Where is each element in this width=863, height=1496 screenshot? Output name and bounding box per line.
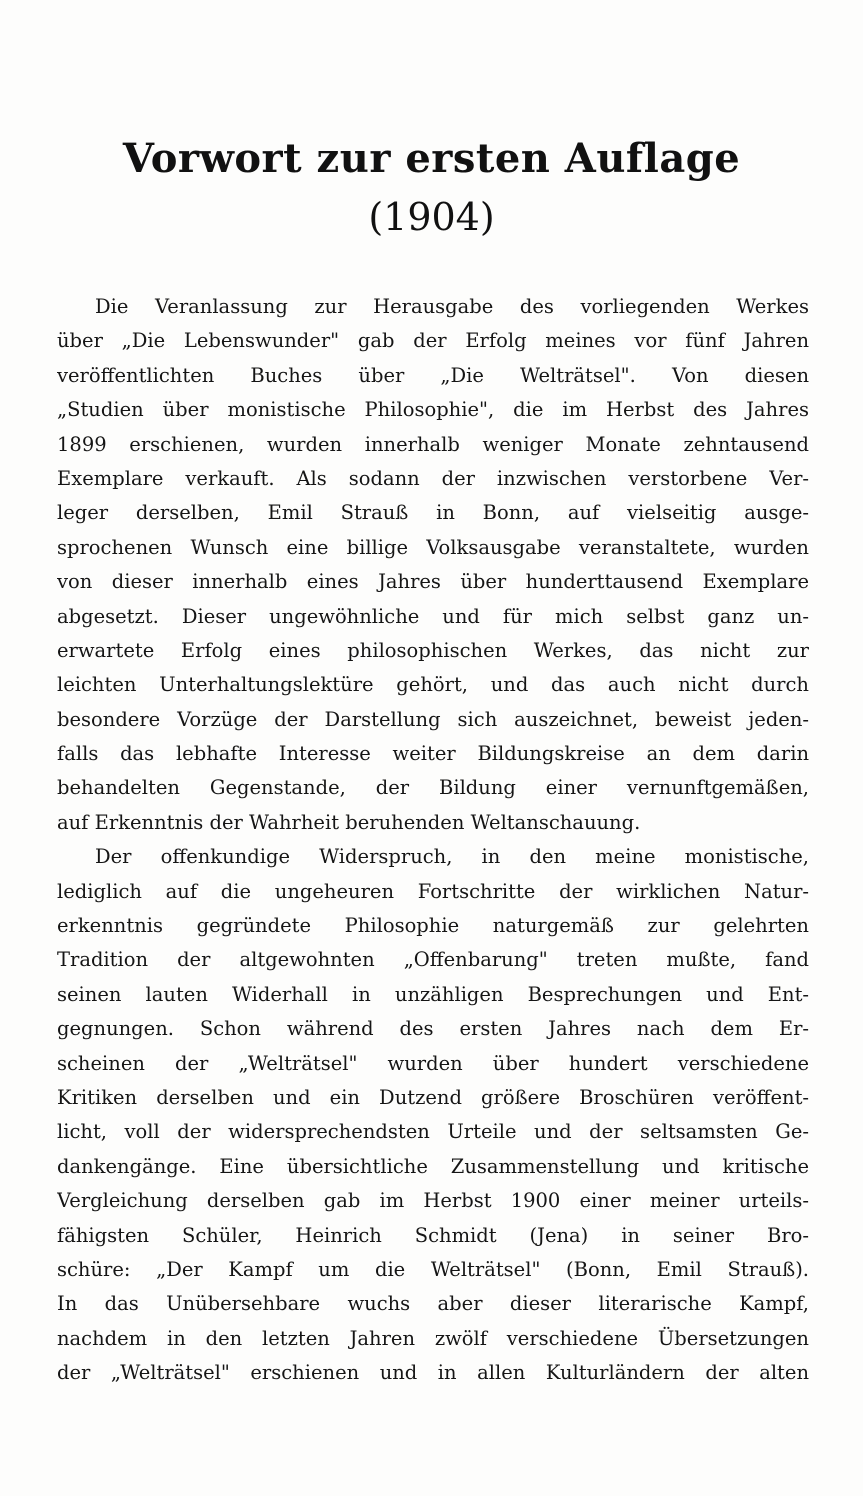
text-line: behandelten Gegenstande, der Bildung einer vernunftgemäßen, [57,776,809,800]
text-line: Exemplare verkauft. Als sodann der inzwischen verstorbene Ver- [57,466,809,490]
text-line: erkenntnis gegründete Philosophie naturgemäß zur gelehrten [57,914,809,938]
chapter-title: Vorwort zur ersten Auflage [122,135,741,182]
text-line: leichten Unterhaltungslektüre gehört, und das auch nicht durch [57,673,809,697]
text-line: Der offenkundige Widerspruch, in den meine monistische, [95,845,809,869]
text-line: über „Die Lebenswunder" gab der Erfolg meines vor fünf Jahren [57,329,809,353]
text-line: lediglich auf die ungeheuren Fortschritte der wirklichen Natur- [57,879,809,903]
text-line: von dieser innerhalb eines Jahres über hunderttausend Exemplare [57,570,809,594]
text-line: sprochenen Wunsch eine billige Volksausgabe veranstaltete, wurden [57,535,809,559]
text-line: Vergleichung derselben gab im Herbst 1900 einer meiner urteils- [57,1189,809,1213]
text-line: leger derselben, Emil Strauß in Bonn, auf vielseitig ausge- [57,501,809,525]
text-line: 1899 erschienen, wurden innerhalb weniger Monate zehntausend [57,432,809,456]
text-line: gegnungen. Schon während des ersten Jahres nach dem Er- [57,1017,809,1041]
text-line: dankengänge. Eine übersichtliche Zusammenstellung und kritische [57,1154,809,1178]
chapter-heading [0,130,863,244]
text-line: abgesetzt. Dieser ungewöhnliche und für mich selbst ganz un- [57,604,809,628]
text-line: Kritiken derselben und ein Dutzend größere Broschüren veröffent- [57,1085,809,1109]
text-line: erwartete Erfolg eines philosophischen Werkes, das nicht zur [57,638,809,662]
text-line: veröffentlichten Buches über „Die Welträtsel". Von diesen [57,363,809,387]
text-line: der „Welträtsel" erschienen und in allen Kulturländern der alten [57,1361,809,1385]
text-line: schüre: „Der Kampf um die Welträtsel" (Bonn, Emil Strauß). [57,1257,809,1281]
text-line: Die Veranlassung zur Herausgabe des vorliegenden Werkes [95,295,809,318]
body-text [57,290,809,1391]
text-line: besondere Vorzüge der Darstellung sich auszeichnet, beweist jeden- [57,707,809,731]
text-line: licht, voll der widersprechendsten Urteile und der seltsamsten Ge- [57,1120,809,1144]
text-line: auf Erkenntnis der Wahrheit beruhenden Weltanschauung. [57,810,641,834]
text-line: Tradition der altgewohnten „Offenbarung" treten mußte, fand [57,948,809,972]
text-line: seinen lauten Widerhall in unzähligen Besprechungen und Ent- [57,982,809,1006]
text-line: In das Unübersehbare wuchs aber dieser literarische Kampf, [57,1292,809,1316]
text-line: scheinen der „Welträtsel" wurden über hundert verschiedene [57,1051,809,1075]
text-line: „Studien über monistische Philosophie", die im Herbst des Jahres [57,398,809,422]
chapter-year: (1904) [368,195,495,239]
text-line: fähigsten Schüler, Heinrich Schmidt (Jena) in seiner Bro- [57,1223,809,1247]
text-line: falls das lebhafte Interesse weiter Bildungskreise an dem darin [57,742,809,766]
text-line: nachdem in den letzten Jahren zwölf verschiedene Übersetzungen [57,1326,809,1350]
paragraph-2 [57,840,809,1390]
paragraph-1 [57,290,809,840]
